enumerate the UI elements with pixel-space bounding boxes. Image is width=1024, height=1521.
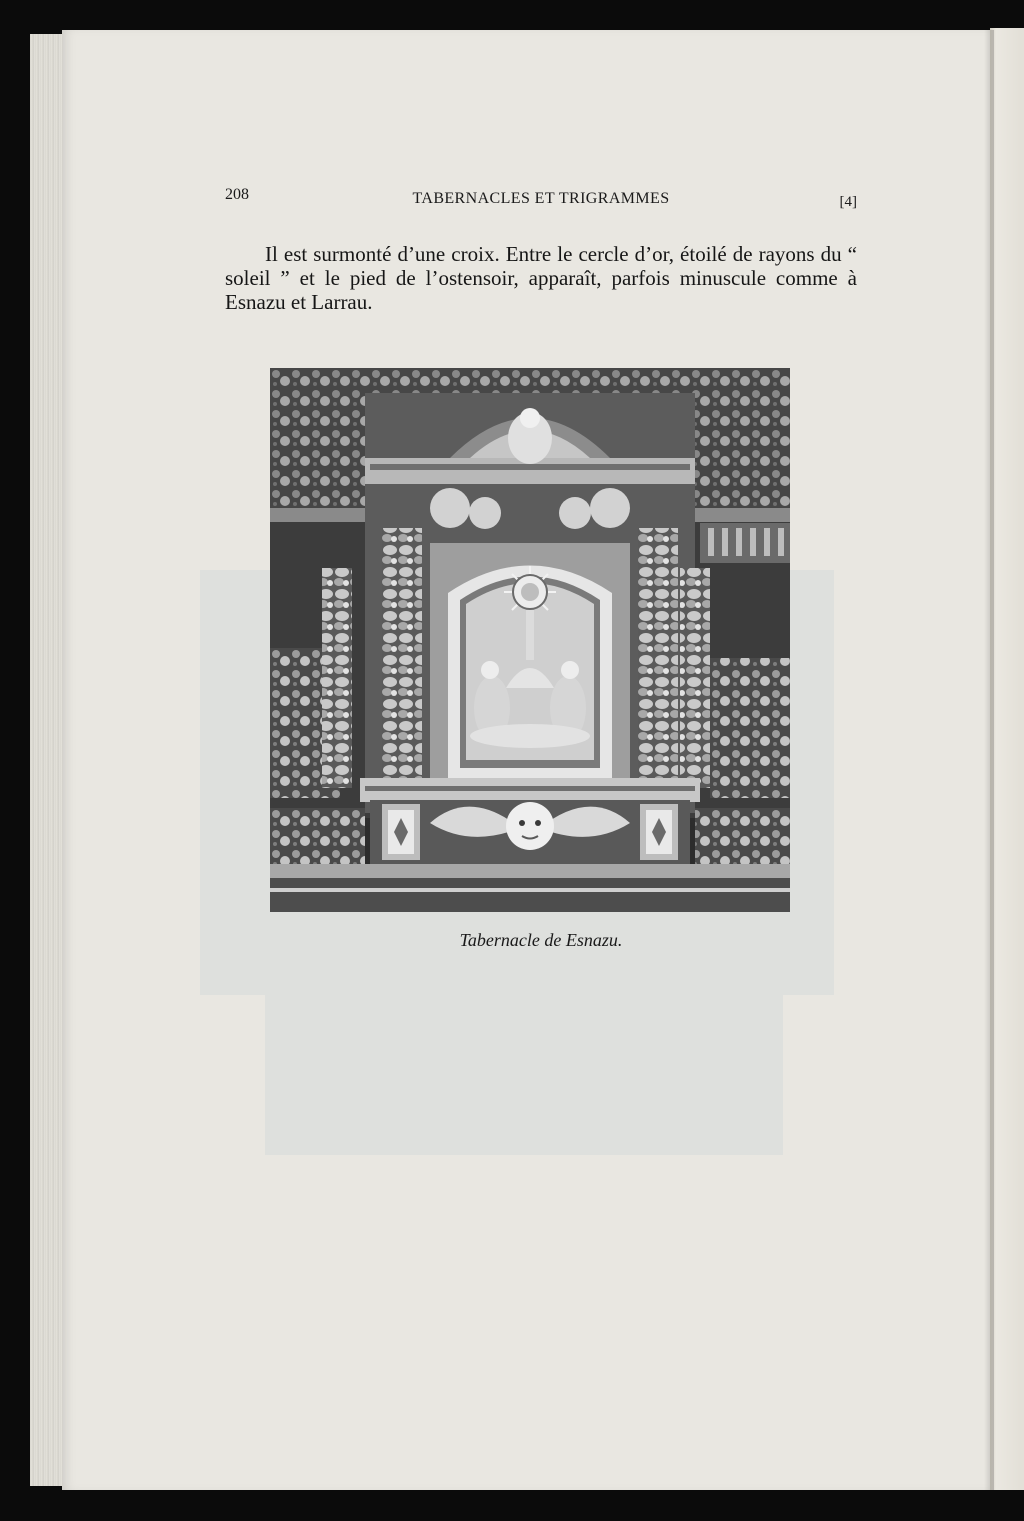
gutter-shadow xyxy=(984,30,994,1490)
tabernacle-photo xyxy=(270,368,790,912)
body-paragraph: Il est surmonté d’une croix. Entre le cercle d’or, étoilé de rayons du “ soleil ” et le pied de l’ostensoir, apparaît, parfois minuscule comme à Esnazu et Larrau. xyxy=(225,242,857,314)
bleed-through-area xyxy=(265,995,783,1155)
figure-caption: Tabernacle de Esnazu. xyxy=(459,930,623,950)
section-mark: [4] xyxy=(839,194,857,210)
facing-page-edge xyxy=(990,28,1024,1490)
running-title: TABERNACLES ET TRIGRAMMES xyxy=(412,190,670,207)
page-number: 208 xyxy=(225,186,249,203)
tabernacle-photo-image xyxy=(270,368,790,912)
running-header xyxy=(225,184,857,214)
